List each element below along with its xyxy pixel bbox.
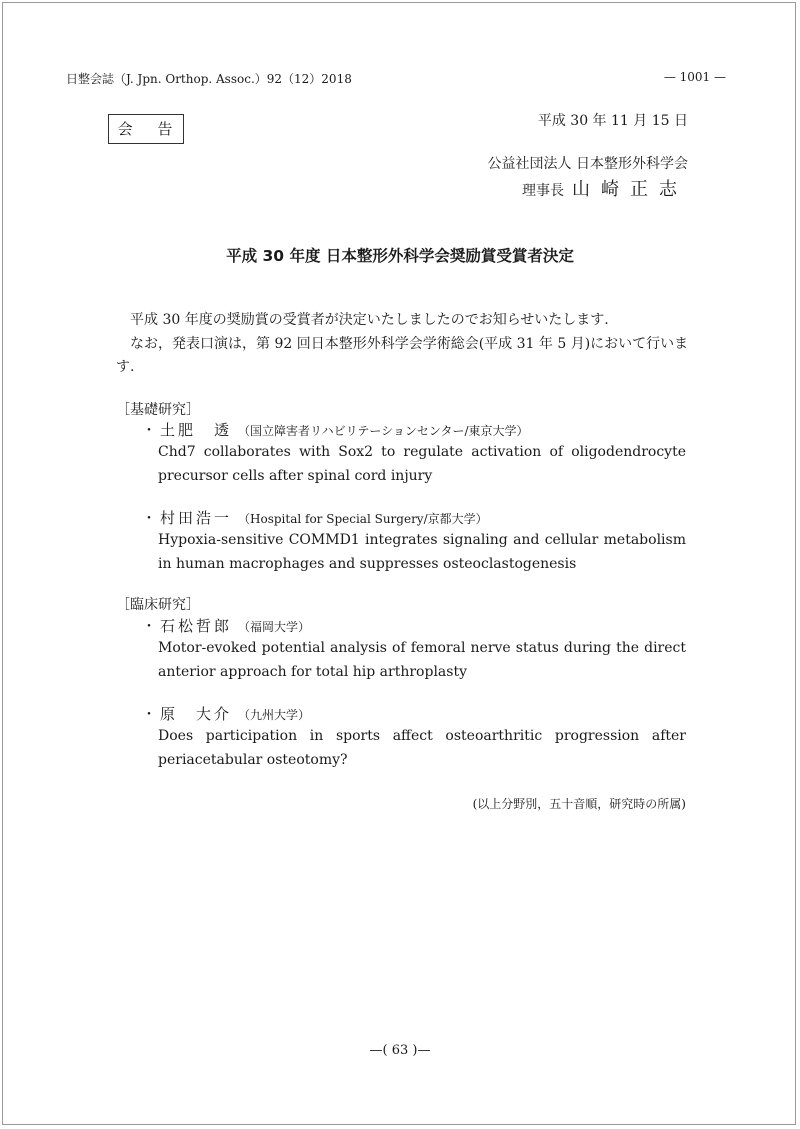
page-title: 平成 30 年度 日本整形外科学会奨励賞受賞者決定 bbox=[226, 247, 574, 265]
page-number-top: — 1001 — bbox=[663, 70, 726, 84]
notice-date: 平成 30 年 11 月 15 日 bbox=[537, 113, 688, 129]
bullet: ・ bbox=[142, 619, 156, 635]
page-number-bottom: —( 63 )— bbox=[369, 1043, 431, 1058]
paper-title: Does participation in sports affect osteoarthritic progression after periacetabular osteotomy? bbox=[158, 728, 686, 768]
winner-affiliation: （福岡大学） bbox=[238, 620, 311, 634]
winner-entry bbox=[142, 703, 310, 724]
bullet: ・ bbox=[142, 707, 156, 723]
paper-title: Motor-evoked potential analysis of femoral nerve status during the direct anterior approach for total hip arthroplasty bbox=[158, 640, 686, 680]
intro-line-1: 平成 30 年度の奨励賞の受賞者が決定いたしましたのでお知らせいたします. bbox=[130, 312, 609, 328]
winner-affiliation: （Hospital for Special Surgery/京都大学） bbox=[238, 512, 488, 526]
winner-entry bbox=[142, 615, 310, 636]
bullet: ・ bbox=[142, 511, 156, 527]
winner-affiliation: （国立障害者リハビリテーションセンター/東京大学） bbox=[238, 424, 529, 438]
chair-name: 山崎正志 bbox=[572, 179, 688, 200]
chair-role: 理事長 bbox=[522, 183, 564, 199]
paper-title: Chd7 collaborates with Sox2 to regulate activation of oligodendrocyte precursor cells after spinal cord injury bbox=[158, 444, 686, 484]
organization-name: 公益社団法人 日本整形外科学会 bbox=[487, 156, 688, 172]
notice-label: 会 告 bbox=[108, 114, 184, 144]
footnote: (以上分野別，五十音順，研究時の所属) bbox=[472, 797, 686, 811]
intro-line-3: す. bbox=[116, 359, 135, 375]
journal-header: 日整会誌（J. Jpn. Orthop. Assoc.）92（12）2018 bbox=[66, 72, 352, 86]
bullet: ・ bbox=[142, 423, 156, 439]
winner-entry bbox=[142, 507, 488, 528]
winner-name: 石松哲郎 bbox=[160, 617, 233, 635]
winner-entry bbox=[142, 419, 529, 440]
chair-signature bbox=[522, 175, 688, 201]
section-heading-basic: ［基礎研究］ bbox=[116, 402, 200, 418]
paper-title: Hypoxia-sensitive COMMD1 integrates signaling and cellular metabolism in human macrophages and suppresses osteoclastogenesis bbox=[158, 532, 686, 572]
winner-affiliation: （九州大学） bbox=[238, 708, 311, 722]
winner-name: 原 大介 bbox=[160, 705, 233, 723]
winner-name: 土肥 透 bbox=[160, 421, 233, 439]
intro-line-2: なお，発表口演は，第 92 回日本整形外科学会学術総会(平成 31 年 5 月)において行いま bbox=[130, 336, 689, 352]
winner-name: 村田浩一 bbox=[160, 509, 233, 527]
section-heading-clinical: ［臨床研究］ bbox=[116, 597, 200, 613]
